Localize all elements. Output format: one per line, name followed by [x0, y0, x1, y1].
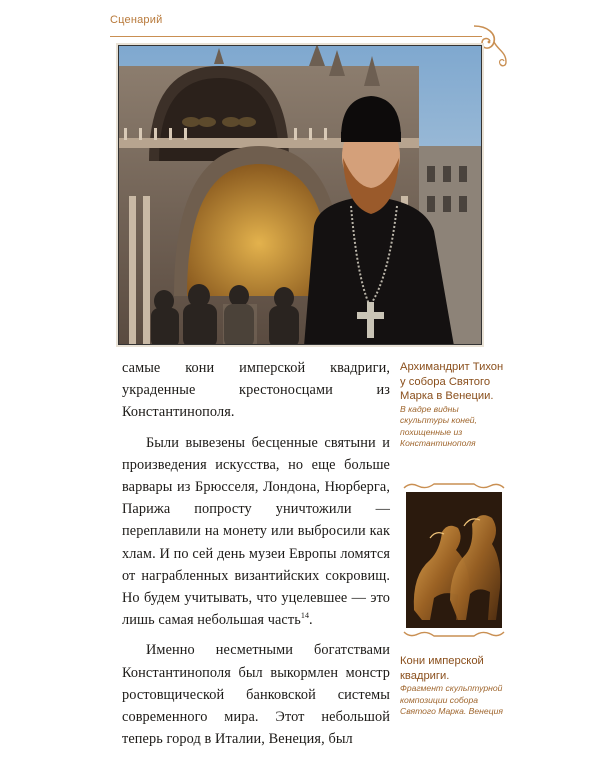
article-body — [122, 357, 390, 758]
archimandrite-photo — [118, 45, 482, 345]
paragraph-2: Были вывезены бесценные святыни и произведения искусства, но еще больше варвары из Брюсселя, Лондона, Нюрберга, Парижа попросту уничтожили — переплавили на монету или выбросили как хлам. И по сей день музеи Европы ломятся от награбленных византийских сокровищ. Но будем учитывать, что уцелевшее — это лишь самая небольшая часть$^{14}$. — [122, 434, 390, 629]
footnote-marker[interactable]: 14 — [300, 611, 310, 621]
photo-caption — [400, 360, 504, 450]
paragraph-3 — [122, 639, 390, 750]
paragraph-1 — [122, 357, 390, 424]
photo-illustration — [119, 46, 481, 344]
section-label: Сценарий — [110, 14, 163, 26]
horses-caption-note: Фрагмент скульптурной композиции собора Святого Марка. Венеция — [400, 683, 503, 716]
quadriga-horses-image — [400, 480, 508, 640]
horses-caption-title: Кони имперской квадриги. — [400, 655, 484, 682]
horses-caption — [400, 654, 510, 718]
paragraph-3-text: Именно несметными богатствами Константинополя был выкормлен монстр ростовщической банковской системы современного мира. Этот небольшой теперь город в Италии, Венеция, был — [122, 642, 390, 748]
photo-caption-note: В кадре видны скульптуры коней, похищенные из Константинополя — [400, 403, 477, 448]
header-rule — [110, 36, 482, 37]
paragraph-1-text: самые кони имперской квадриги, украденные крестоносцами из Константинополя. — [122, 360, 390, 421]
page-header — [110, 14, 482, 36]
photo-caption-title: Архимандрит Тихон у собора Святого Марка в Венеции. — [400, 361, 504, 402]
paragraph-2-text: Были вывезены бесценные святыни и произведения искусства, но еще больше варвары из Брюсселя, Лондона, Нюрберга, Парижа попросту уничтожили — переплавили на монету или выбросили как хлам. И по сей день музеи Европы ломятся от награбленных византийских сокровищ. Но будем учитывать, что уцелевшее — это лишь самая небольшая часть — [122, 434, 390, 629]
